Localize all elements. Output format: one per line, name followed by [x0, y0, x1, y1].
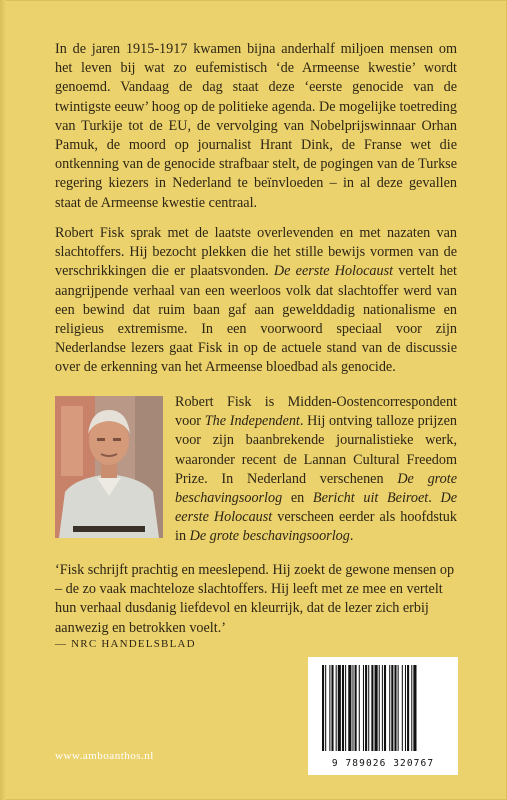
barcode-bar: [342, 665, 344, 751]
newspaper-title: The Independent: [204, 413, 300, 430]
book-title-4: De grote beschavingsoorlog: [189, 528, 350, 545]
book-title-2: Bericht uit Beiroet: [312, 490, 429, 507]
barcode-bar: [389, 665, 390, 751]
barcode-bar: [338, 665, 341, 751]
quote-source: — NRC HANDELSBLAD: [55, 638, 196, 650]
barcode-bar: [359, 665, 360, 751]
barcode-bar: [365, 665, 367, 751]
book-title: De eerste Holocaust: [273, 263, 394, 280]
isbn-number: 9 789026 320767: [331, 758, 435, 769]
bio-text-1: Robert Fisk is Midden-Oostencorrespondent voor: [175, 394, 457, 430]
barcode-bar: [325, 665, 326, 751]
barcode-bar: [336, 665, 337, 751]
bio-text-3: en: [282, 490, 313, 507]
barcode-bar: [391, 665, 393, 751]
barcode-bar: [322, 665, 324, 751]
bio-text-5: verscheen eerder als hoofdstuk in: [175, 509, 457, 545]
author-bio: [175, 393, 457, 547]
barcode-bar: [394, 665, 396, 751]
review-quote: ‘Fisk schrijft prachtig en meeslepend. Hij zoekt de gewone mensen op – de zo vaak machteloze slachtoffers. Hij leeft met ze mee en vertelt hun verhaal dusdanig liefdevol en kleurrijk, dat de lezer zich erbij aanwezig en betrokken voelt.’: [55, 562, 455, 636]
bio-text-6: .: [349, 528, 354, 545]
barcode-bar: [375, 665, 378, 751]
barcode-bar: [352, 665, 353, 751]
description-text-1: Robert Fisk sprak met de laatste overlevenden en met nazaten van slachtoffers. Hij bezocht plekken die het stille bewijs vormen van de verschrikkingen die er plaatsvonden.: [55, 225, 457, 280]
author-photo: [55, 396, 163, 538]
barcode-bar: [402, 665, 403, 751]
book-title-3: De eerste Holocaust: [175, 490, 457, 526]
barcode-bar: [363, 665, 364, 751]
barcode-bar: [413, 665, 416, 751]
cover-edge: [0, 0, 6, 800]
book-title-1: De grote beschavingsoorlog: [175, 470, 457, 507]
publisher-website[interactable]: www.amboanthos.nl: [55, 750, 154, 762]
barcode-bar: [398, 665, 399, 751]
description-paragraph: [55, 224, 457, 378]
barcode: [308, 657, 458, 775]
barcode-bar: [405, 665, 406, 751]
barcode-bar: [329, 665, 330, 751]
intro-paragraph: In de jaren 1915-1917 kwamen bijna anderhalf miljoen mensen om het leven bij wat zo eufemistisch ‘de Armeense kwestie’ wordt genoemd. Vandaag de dag staat deze ‘eerste genocide van de twintigste eeuw’ hoog op de politieke agenda. De mogelijke toetreding van Turkije tot de EU, de vervolging van Nobelprijswinnaar Orhan Pamuk, de moord op journalist Hrant Dink, de Franse wet die ontkenning van de genocide strafbaar stelt, de pogingen van de Turkse regering kiezers in Nederland te beïnvloeden – in al deze gevallen staat de Armeense kwestie centraal.: [55, 41, 457, 211]
barcode-bar: [331, 665, 333, 751]
barcode-bar: [384, 665, 386, 751]
bio-text-4: .: [428, 490, 441, 507]
barcode-bar: [382, 665, 383, 751]
barcode-bar: [348, 665, 351, 751]
bio-text-2: . Hij ontving talloze prijzen voor zijn baanbrekende journalistieke werk, waaronder recent de Lannan Cultural Freedom Prize. In Nederland verschenen: [175, 413, 457, 487]
barcode-bar: [355, 665, 357, 751]
barcode-bar: [368, 665, 369, 751]
barcode-bar: [407, 665, 409, 751]
barcode-bar: [371, 665, 373, 751]
barcode-bar: [411, 665, 412, 751]
barcode-bar: [345, 665, 346, 751]
barcode-bar: [379, 665, 380, 751]
description-text-2: vertelt het aangrijpende verhaal van een weerloos volk dat slachtoffer werd van een bewind dat ruim baan gaf aan gewelddadig nationalisme en religieus extremisme. In een voorwoord speciaal voor zijn Nederlandse lezers gaat Fisk in op de actuele stand van de discussie over de erkenning van het Armeense bloedbad als genocide.: [55, 263, 457, 376]
